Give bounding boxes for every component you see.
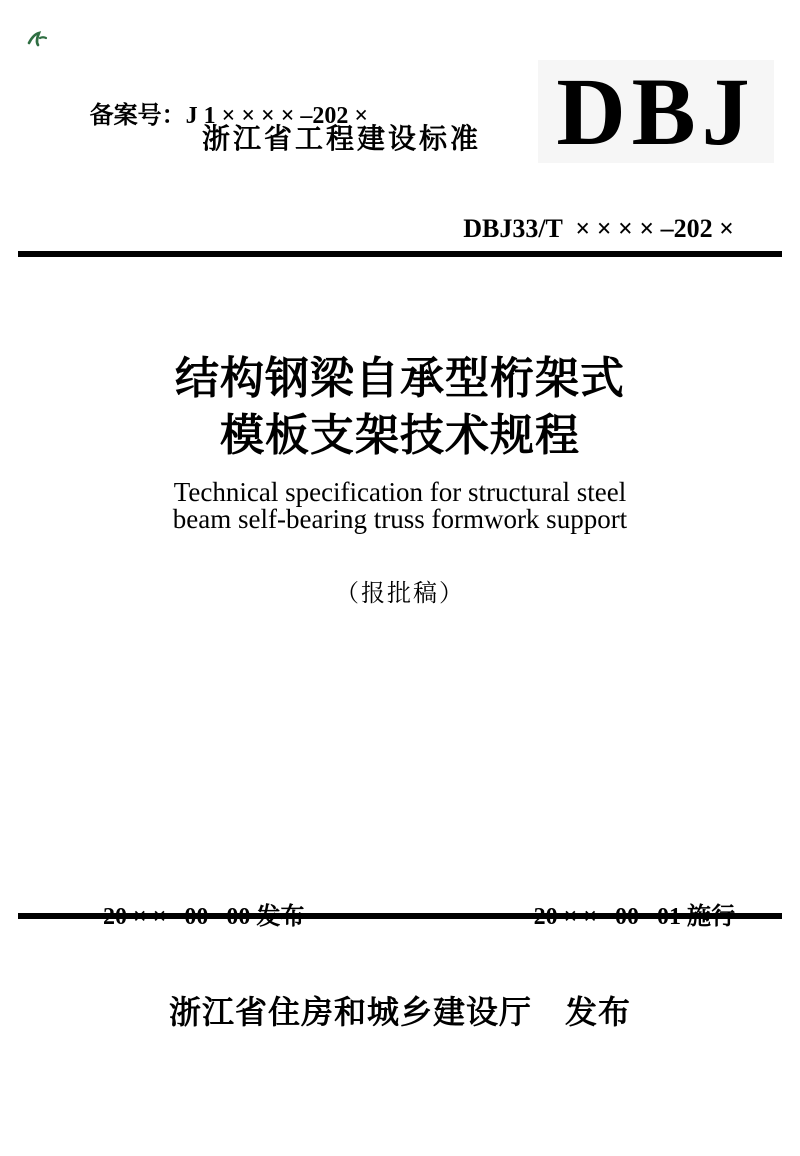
standard-category: 浙江省工程建设标准 [202, 123, 482, 154]
document-title-line1: 结构钢梁自承型桁架式 [175, 354, 625, 403]
draft-status-note: （报批稿） [335, 580, 465, 607]
document-subtitle-english [0, 479, 800, 533]
corner-ink-mark-icon [26, 30, 48, 49]
record-number-label: 备案号： [89, 102, 186, 129]
subtitle-english-line1: Technical specification for structural steel [173, 477, 627, 507]
dbj-logo-text: DBJ [556, 58, 756, 165]
document-title-line2: 模板支架技术规程 [220, 411, 580, 460]
publisher-line: 浙江省住房和城乡建设厅 发布 [168, 994, 631, 1030]
top-divider-rule [18, 251, 782, 257]
subtitle-english-line2: beam self-bearing truss formwork support [172, 504, 628, 534]
standard-number: DBJ33/T × × × × –202 × [463, 214, 734, 243]
document-title [0, 350, 800, 464]
dbj-logo [538, 60, 774, 163]
bottom-divider-rule [18, 913, 782, 919]
record-number-value: J 1 × × × × –202 × [185, 103, 369, 129]
